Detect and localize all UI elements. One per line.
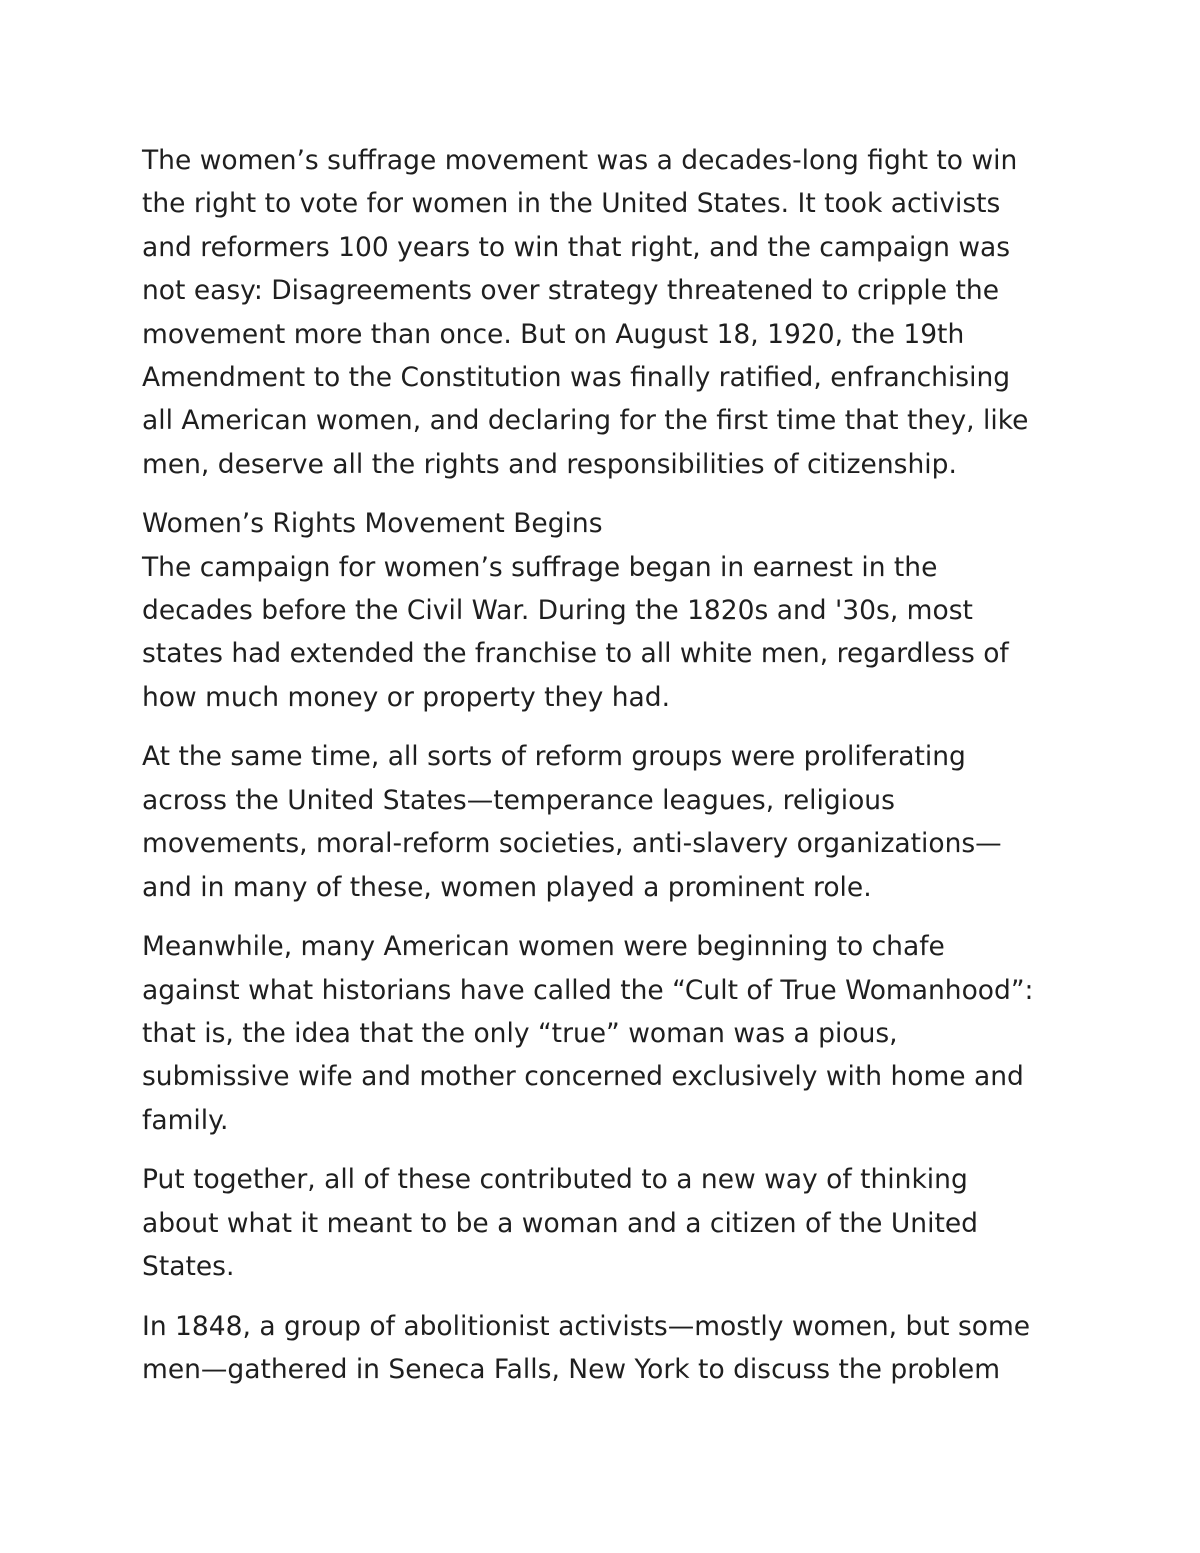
paragraph-put-together [142, 1158, 1062, 1288]
paragraph-intro [142, 139, 1062, 486]
document-body [142, 139, 1062, 1391]
text-line: The campaign for women’s suffrage began in earnest in the [142, 551, 938, 583]
text-line: Put together, all of these contributed to a new way of thinking [142, 1164, 968, 1196]
text-line: decades before the Civil War. During the 1820s and '30s, most [142, 595, 973, 627]
text-line: Meanwhile, many American women were beginning to chafe [142, 931, 945, 963]
text-line: the right to vote for women in the United States. It took activists [142, 188, 1001, 220]
text-line: men—gathered in Seneca Falls, New York to discuss the problem [142, 1354, 1001, 1386]
paragraph-spacer [142, 1142, 1062, 1158]
text-line: In 1848, a group of abolitionist activists—mostly women, but some [142, 1310, 1031, 1342]
text-line: States. [142, 1251, 235, 1283]
text-line: how much money or property they had. [142, 681, 671, 713]
paragraph-spacer [142, 719, 1062, 735]
text-line: and reformers 100 years to win that right, and the campaign was [142, 231, 1011, 263]
text-line: movement more than once. But on August 18, 1920, the 19th [142, 318, 965, 350]
text-line: submissive wife and mother concerned exclusively with home and [142, 1061, 1024, 1093]
text-line: that is, the idea that the only “true” woman was a pious, [142, 1017, 898, 1049]
paragraph-spacer [142, 909, 1062, 925]
text-line: family. [142, 1104, 229, 1136]
paragraph-reform-groups [142, 735, 1062, 909]
text-line: Amendment to the Constitution was finally ratified, enfranchising [142, 361, 1011, 393]
paragraph-spacer [142, 486, 1062, 502]
text-line: against what historians have called the “Cult of True Womanhood”: [142, 974, 1034, 1006]
text-line: not easy: Disagreements over strategy threatened to cripple the [142, 275, 999, 307]
text-line: across the United States—temperance leagues, religious [142, 784, 895, 816]
text-line: movements, moral-reform societies, anti-slavery organizations— [142, 828, 1002, 860]
text-line: about what it meant to be a woman and a citizen of the United [142, 1207, 978, 1239]
paragraph-movement-begins [142, 502, 1062, 719]
text-line: At the same time, all sorts of reform groups were proliferating [142, 741, 966, 773]
paragraph-spacer [142, 1289, 1062, 1305]
section-heading: Women’s Rights Movement Begins [142, 508, 603, 540]
text-line: all American women, and declaring for the first time that they, like [142, 405, 1029, 437]
text-line: The women’s suffrage movement was a decades-long fight to win [142, 145, 1018, 176]
paragraph-true-womanhood [142, 925, 1062, 1142]
text-line: men, deserve all the rights and responsibilities of citizenship. [142, 448, 957, 480]
paragraph-seneca-falls [142, 1305, 1062, 1392]
text-line: and in many of these, women played a prominent role. [142, 871, 872, 903]
text-line: states had extended the franchise to all white men, regardless of [142, 638, 1009, 670]
